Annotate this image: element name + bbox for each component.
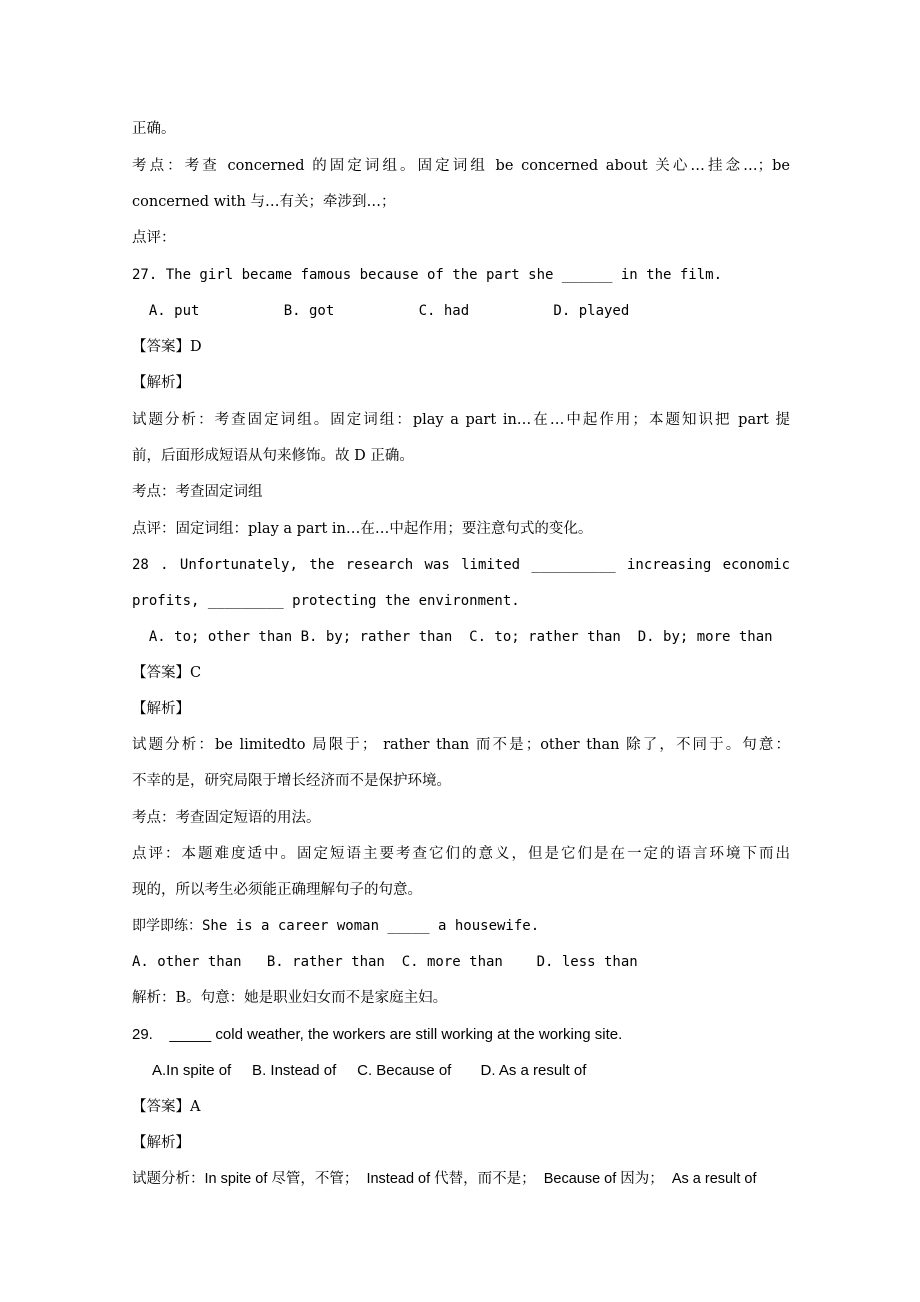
- analysis-heading-29: 【解析】: [132, 1135, 190, 1151]
- question-28-options: A. to; other than B. by; rather than C. to; rather than D. by; more than: [132, 629, 773, 645]
- question-27: 27. The girl became famous because of the part she ______ in the film.: [132, 267, 723, 283]
- question-28-line-2: profits, _________ protecting the environment.: [132, 593, 520, 609]
- answer-27: 【答案】D: [132, 339, 202, 355]
- text-line-3: concerned with 与…有关；牵涉到…；: [132, 194, 396, 210]
- analysis-27-line-1: 试题分析：考查固定词组。固定词组：play a part in…在…中起作用；本题知识把 part 提: [132, 412, 790, 428]
- question-28-line-1: 28 . Unfortunately, the research was limited __________ increasing economic: [132, 557, 790, 573]
- analysis-28-line-2: 不幸的是，研究局限于增长经济而不是保护环境。: [132, 773, 451, 789]
- analysis-27-line-2: 前，后面形成短语从句来修饰。故 D 正确。: [132, 448, 414, 464]
- dianping-27: 点评：固定词组：play a part in…在…中起作用；要注意句式的变化。: [132, 521, 593, 537]
- analysis-29-line-1: 试题分析：In spite of 尽管，不管； Instead of 代替，而不是； Because of 因为； As a result of: [132, 1171, 757, 1187]
- kaodian-28: 考点：考查固定短语的用法。: [132, 810, 321, 826]
- practice-question: 即学即练：She is a career woman _____ a housewife.: [132, 918, 540, 934]
- dianping-28-line-1: 点评：本题难度适中。固定短语主要考查它们的意义，但是它们是在一定的语言环境下而出: [132, 846, 790, 862]
- question-29-options: A.In spite of B. Instead of C. Because of D. As a result of: [132, 1062, 587, 1079]
- question-29: 29. _____ cold weather, the workers are still working at the working site.: [132, 1026, 623, 1043]
- text-line-1: 正确。: [132, 121, 176, 137]
- analysis-heading-27: 【解析】: [132, 375, 190, 391]
- practice-options: A. other than B. rather than C. more than D. less than: [132, 954, 638, 970]
- text-line-4: 点评：: [132, 230, 176, 246]
- answer-29: 【答案】A: [132, 1099, 201, 1115]
- answer-28: 【答案】C: [132, 665, 202, 681]
- dianping-28-line-2: 现的，所以考生必须能正确理解句子的句意。: [132, 882, 422, 898]
- kaodian-27: 考点：考查固定词组: [132, 484, 263, 500]
- analysis-heading-28: 【解析】: [132, 701, 190, 717]
- analysis-28-line-1: 试题分析：be limitedto 局限于； rather than 而不是；other than 除了，不同于。句意：: [132, 737, 790, 753]
- practice-analysis: 解析：B。句意：她是职业妇女而不是家庭主妇。: [132, 990, 448, 1006]
- text-line-2: 考点：考查 concerned 的固定词组。固定词组 be concerned about 关心…挂念…；be: [132, 158, 790, 174]
- question-27-options: A. put B. got C. had D. played: [132, 303, 630, 319]
